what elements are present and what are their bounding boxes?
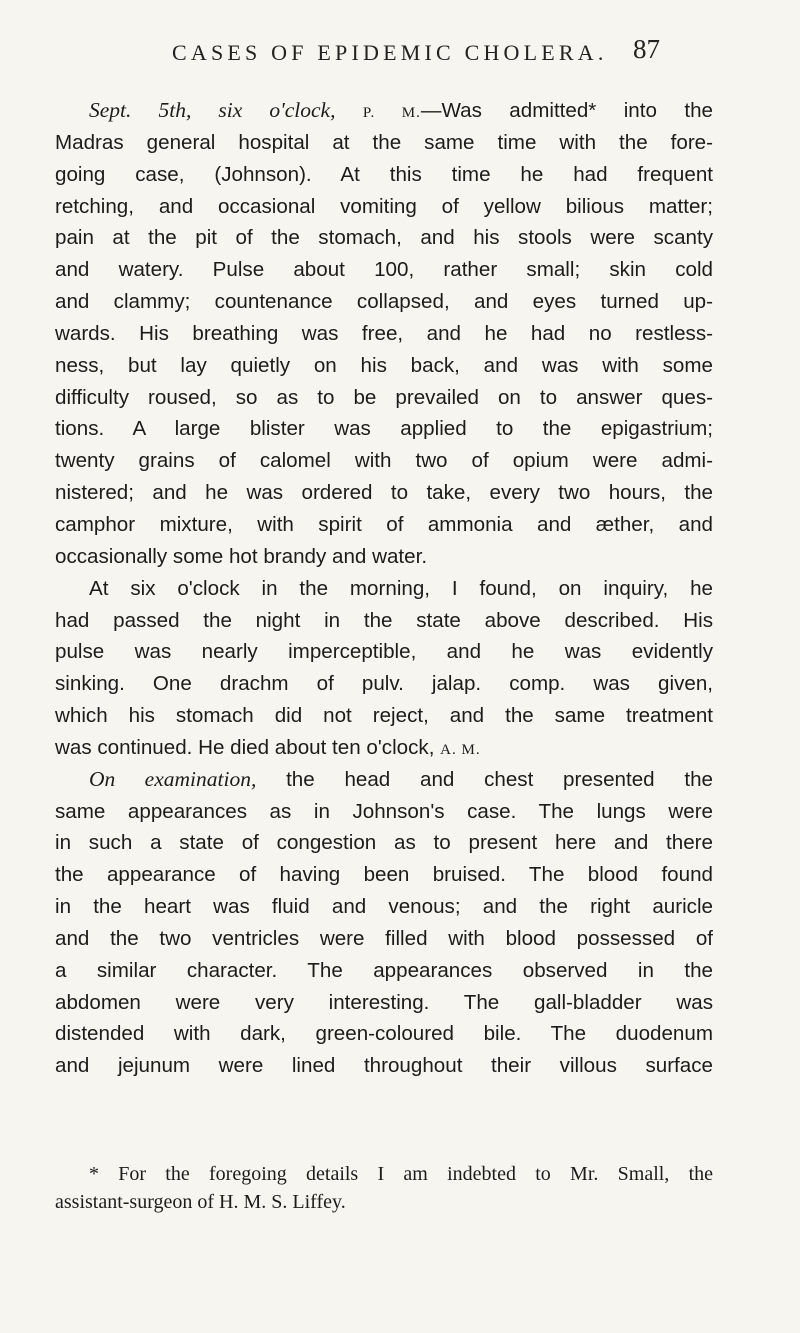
text-line: and jejunum were lined throughout their villous surface [55, 1054, 713, 1078]
time-small-caps: P. M. [362, 105, 421, 121]
text-line: At six o'clock in the morning, I found, on inquiry, he [89, 576, 713, 600]
text-line [55, 95, 713, 127]
text-line: Madras general hospital at the same time with the fore- [55, 130, 713, 154]
text-line: and clammy; countenance collapsed, and eyes turned up- [55, 290, 713, 314]
text-line: the appearance of having been bruised. The blood found [55, 863, 713, 887]
text-line: difficulty roused, so as to be prevailed on to answer ques- [55, 385, 713, 409]
text-line: a similar character. The appearances observed in the [55, 958, 713, 982]
date-italic: Sept. 5th, six o'clock, [89, 98, 336, 122]
text-line: in the heart was fluid and venous; and the right auricle [55, 895, 713, 919]
text-line: nistered; and he was ordered to take, every two hours, the [55, 481, 713, 505]
text-line: distended with dark, green-coloured bile. The duodenum [55, 1022, 713, 1046]
footnote [55, 1160, 713, 1216]
text-line: abdomen were very interesting. The gall-bladder was [55, 990, 713, 1014]
text-line: occasionally some hot brandy and water. [55, 544, 428, 568]
text-line: sinking. One drachm of pulv. jalap. comp. was given, [55, 672, 713, 696]
text-line: going case, (Johnson). At this time he had frequent [55, 162, 713, 186]
text-line: retching, and occasional vomiting of yellow bilious matter; [55, 194, 713, 218]
text-line: which his stomach did not reject, and the same treatment [55, 704, 713, 728]
text-line: had passed the night in the state above described. His [55, 608, 713, 632]
running-title: CASES OF EPIDEMIC CHOLERA. [172, 40, 608, 65]
text-line: twenty grains of calomel with two of opium were admi- [55, 449, 713, 473]
lead-italic: On examination, [89, 766, 257, 791]
footnote-line: * For the foregoing details I am indebted to Mr. Small, the [89, 1163, 713, 1185]
text-line: and watery. Pulse about 100, rather small; skin cold [55, 258, 713, 282]
time-small-caps: A. M. [440, 741, 481, 758]
text-line: pain at the pit of the stomach, and his stools were scanty [55, 226, 713, 250]
footnote-line: assistant-surgeon of H. M. S. Liffey. [55, 1191, 346, 1213]
text-line [55, 764, 713, 796]
text-line: pulse was nearly imperceptible, and he was evidently [55, 640, 713, 664]
text-line: tions. A large blister was applied to the epigastrium; [55, 417, 713, 441]
text-fragment: the head and chest presented the [286, 767, 714, 791]
text-line: ness, but lay quietly on his back, and was with some [55, 353, 713, 377]
text-line: and the two ventricles were filled with blood possessed of [55, 926, 713, 950]
text-line: camphor mixture, with spirit of ammonia and æther, and [55, 512, 713, 536]
page-number: 87 [633, 34, 660, 64]
text-line: in such a state of congestion as to present here and there [55, 831, 713, 855]
text-line: same appearances as in Johnson's case. The lungs were [55, 799, 713, 823]
body-text [55, 95, 713, 1082]
text-line: wards. His breathing was free, and he had no restless- [55, 321, 713, 345]
text-line [55, 732, 713, 764]
text-fragment: —Was admitted* into the [420, 99, 713, 122]
text-fragment: was continued. He died about ten o'clock, [55, 735, 435, 759]
